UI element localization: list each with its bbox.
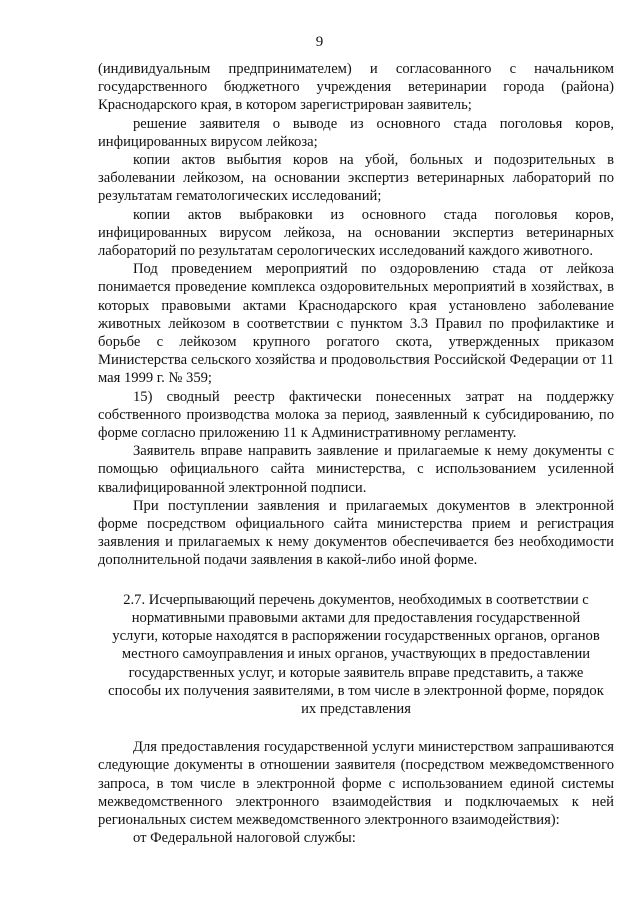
paragraph-recovery-measures: Под проведением мероприятий по оздоровлению стада от лейкоза понимается проведение комплекса оздоровительных мероприятий в хозяйствах, в которых правовыми актами Краснодарского края установлено заболевание животных лейкозом в соответствии с пунктом 3.3 Правил по профилактике и борьбе с лейкозом крупного рогатого скота, утвержденных приказом Министерства сельского хозяйства и продовольствия Российской Федерации от 11 мая 1999 г. № 359;: [98, 261, 614, 387]
paragraph-electronic-receipt: При поступлении заявления и прилагаемых документов в электронной форме посредством официального сайта министерства прием и регистрация заявления и прилагаемых к нему документов обеспечивается без необходимости дополнительной подачи заявления в какой-либо иной форме.: [98, 497, 614, 569]
section-heading-2-7: 2.7. Исчерпывающий перечень документов, необходимых в соответствии с нормативными правовыми актами для предоставления государственной услуги, которые находятся в распоряжении государственных органов, органов местного самоуправления и иных органов, участвующих в предоставлении государственных услуг, и которые заявитель вправе представить, а также способы их получения заявителями, в том числе в электронной форме, порядок их представления: [108, 591, 604, 717]
paragraph-interagency-request: Для предоставления государственной услуги министерством запрашиваются следующие документы в отношении заявителя (посредством межведомственного запроса, в том числе в электронной форме с использованием единой системы межведомственного электронного взаимодействия и подключаемых к ней региональных систем межведомственного электронного взаимодействия):: [98, 739, 614, 828]
page-number: 9: [315, 34, 324, 50]
document-body: [98, 60, 614, 847]
paragraph-tax-service: от Федеральной налоговой службы:: [133, 830, 356, 847]
paragraph-electronic-submission: Заявитель вправе направить заявление и прилагаемые к нему документы с помощью официального сайта министерства, с использованием усиленной квалифицированной электронной подписи.: [98, 443, 614, 496]
paragraph-item-15: 15) сводный реестр фактически понесенных затрат на поддержку собственного производства молока за период, заявленный к субсидированию, по форме согласно приложению 11 к Административному регламенту.: [98, 388, 614, 442]
spacer: [98, 718, 614, 738]
paragraph-slaughter-acts: копии актов выбытия коров на убой, больных и подозрительных в заболевании лейкозом, на основании экспертиз ветеринарных лабораторий по результатам гематологических исследований;: [98, 152, 614, 205]
paragraph-decision: решение заявителя о выводе из основного стада поголовья коров, инфицированных вирусом лейкоза;: [98, 115, 614, 150]
paragraph-continuation: (индивидуальным предпринимателем) и согласованного с начальником государственного бюджетного учреждения ветеринарии города (района) Краснодарского края, в котором зарегистрирован заявитель;: [98, 61, 614, 114]
paragraph-culling-acts: копии актов выбраковки из основного стада поголовья коров, инфицированных вирусом лейкоза, на основании экспертиз ветеринарных лабораторий по результатам серологических исследований каждого животного.: [98, 206, 614, 260]
